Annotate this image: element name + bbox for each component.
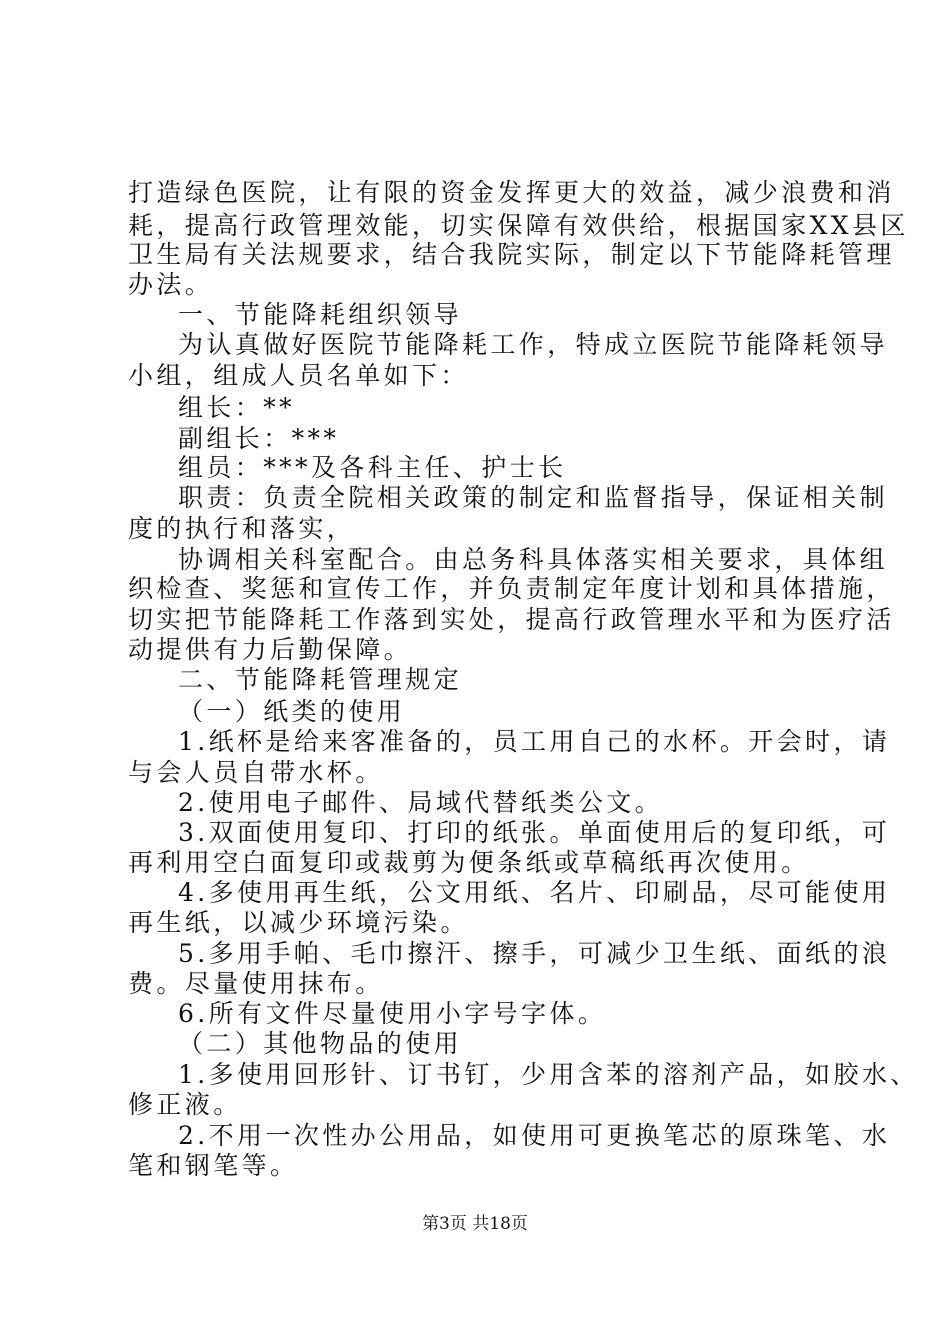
body-text-line: 费。尽量使用抹布。	[128, 969, 384, 998]
body-text-line: 5.多用手帕、毛巾擦汗、擦手，可减少卫生纸、面纸的浪	[178, 939, 891, 968]
body-text-line: 度的执行和落实，	[128, 514, 356, 543]
body-text-line: 再生纸，以减少环境污染。	[128, 908, 469, 937]
body-text-line: 组员：***及各科主任、护士长	[178, 453, 567, 482]
body-text-line: 4.多使用再生纸，公文用纸、名片、印刷品，尽可能使用	[178, 878, 891, 907]
body-text-line: 2.使用电子邮件、局域代替纸类公文。	[178, 788, 664, 817]
section-heading: 二、节能降耗管理规定	[178, 665, 463, 694]
body-text-line: 小组，组成人员名单如下：	[128, 361, 469, 390]
subsection-heading: （二）其他物品的使用	[178, 1029, 463, 1058]
body-text-line: 打造绿色医院，让有限的资金发挥更大的效益，减少浪费和消	[128, 178, 895, 207]
body-text-line: 办法。	[128, 270, 214, 299]
subsection-heading: （一）纸类的使用	[178, 697, 406, 726]
body-text-line: 2.不用一次性办公用品，如使用可更换笔芯的原珠笔、水	[178, 1121, 891, 1150]
body-text-line: 动提供有力后勤保障。	[128, 635, 413, 664]
body-text-line: 6.所有文件尽量使用小字号字体。	[178, 999, 607, 1028]
body-text-line: 切实把节能降耗工作落到实处，提高行政管理水平和为医疗活	[128, 605, 895, 634]
body-text-line: 3.双面使用复印、打印的纸张。单面使用后的复印纸，可	[178, 818, 891, 847]
body-text-line: 卫生局有关法规要求，结合我院实际，制定以下节能降耗管理	[128, 240, 895, 269]
body-text-line: 耗，提高行政管理效能，切实保障有效供给，根据国家XX县区	[128, 211, 909, 240]
body-text-line: 再利用空白面复印或裁剪为便条纸或草稿纸再次使用。	[128, 848, 810, 877]
page-number-footer: 第3页 共18页	[422, 1214, 528, 1234]
body-text-line: 协调相关科室配合。由总务科具体落实相关要求，具体组	[178, 545, 889, 574]
body-text-line: 笔和钢笔等。	[128, 1151, 299, 1180]
body-text-line: 修正液。	[128, 1090, 242, 1119]
body-text-line: 为认真做好医院节能降耗工作，特成立医院节能降耗领导	[178, 330, 889, 359]
section-heading: 一、节能降耗组织领导	[178, 300, 463, 329]
body-text-line: 组长：**	[178, 393, 296, 422]
body-text-line: 1.纸杯是给来客准备的，员工用自己的水杯。开会时，请	[178, 727, 891, 756]
body-text-line: 副组长：***	[178, 424, 340, 453]
body-text-line: 职责：负责全院相关政策的制定和监督指导，保证相关制	[178, 483, 889, 512]
body-text-line: 1.多使用回形针、订书钉，少用含苯的溶剂产品，如胶水、	[178, 1060, 919, 1089]
body-text-line: 织检查、奖惩和宣传工作，并负责制定年度计划和具体措施，	[128, 574, 895, 603]
body-text-line: 与会人员自带水杯。	[128, 758, 384, 787]
